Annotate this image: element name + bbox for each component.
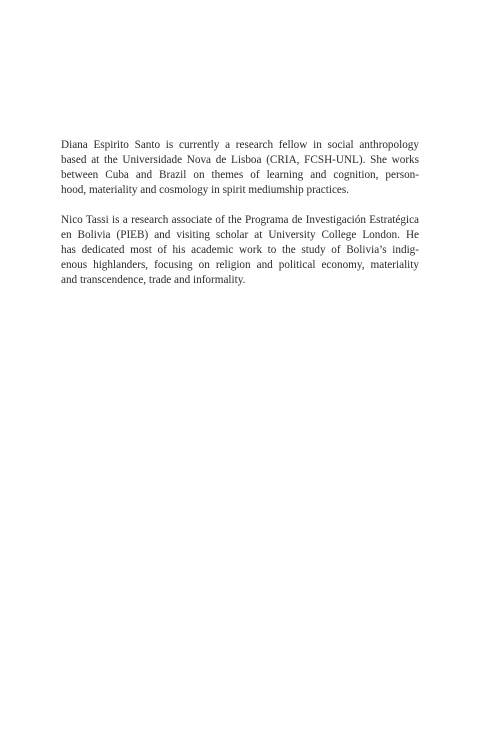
bio-line: hood, materiality and cosmology in spirit mediumship practices. (61, 184, 350, 196)
bio-line: and transcendence, trade and informality. (61, 274, 246, 286)
paragraph-gap (61, 198, 419, 213)
bio-line: based at the Universidade Nova de Lisboa (CRIA, FCSH-UNL). She works (61, 154, 419, 166)
bio-line: has dedicated most of his academic work to the study of Bolivia’s indig- (61, 244, 419, 256)
bio-nico-tassi (61, 213, 419, 288)
bio-line: en Bolivia (PIEB) and visiting scholar at University College London. He (61, 229, 419, 241)
bio-line: between Cuba and Brazil on themes of learning and cognition, person- (61, 169, 419, 181)
bio-line: Nico Tassi is a research associate of the Programa de Investigación Estratégica (61, 214, 419, 226)
bio-line: enous highlanders, focusing on religion and political economy, materiality (61, 259, 419, 271)
bio-line: Diana Espirito Santo is currently a research fellow in social anthropology (61, 139, 419, 151)
bio-diana-espirito-santo (61, 138, 419, 198)
contributor-bios (61, 138, 419, 288)
